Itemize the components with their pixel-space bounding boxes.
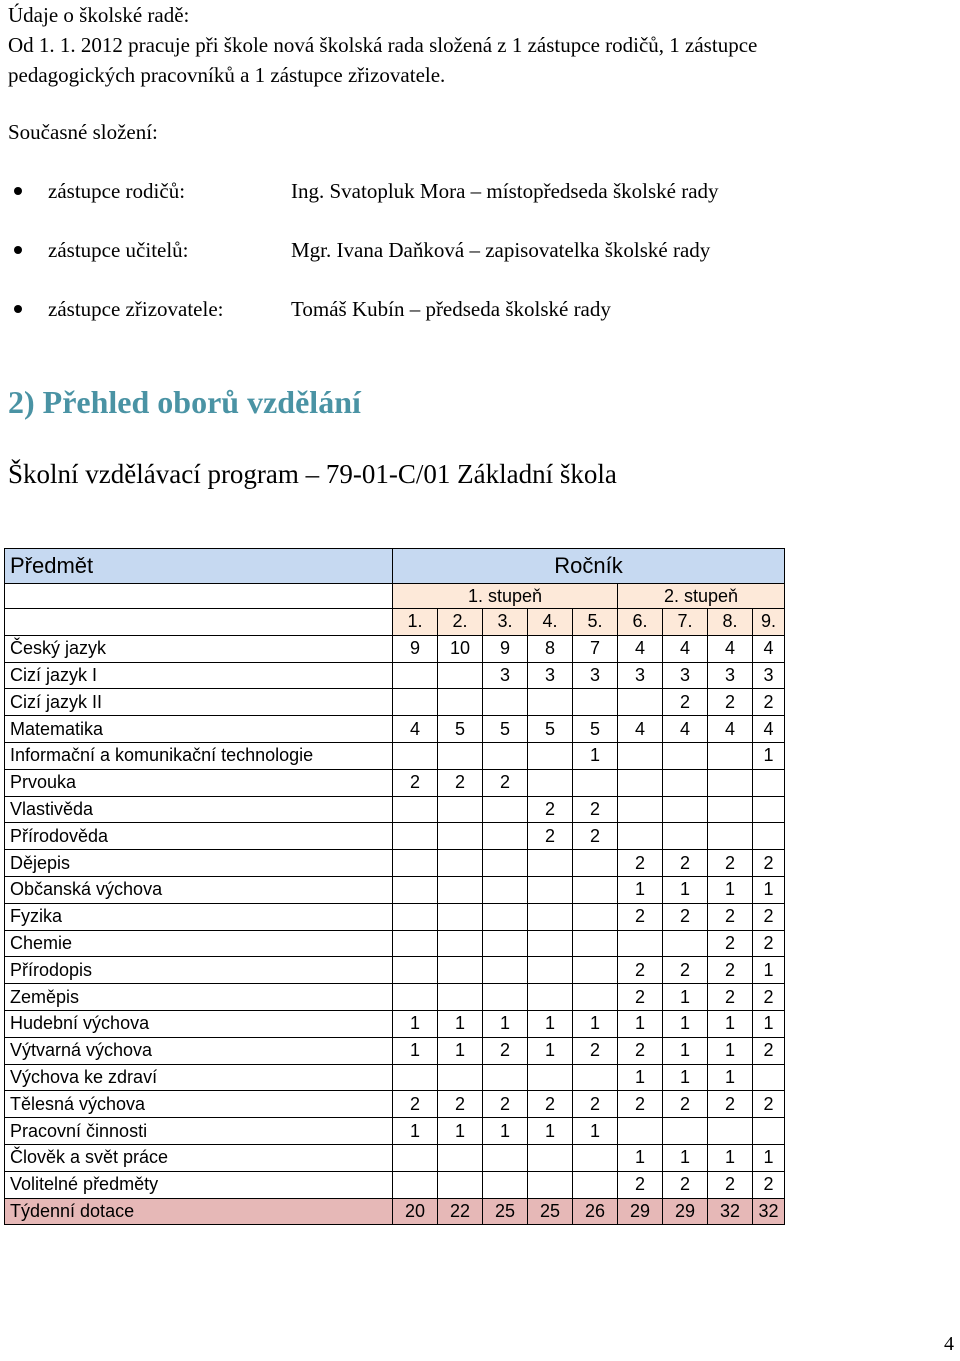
stage-2-header: 2. stupeň xyxy=(618,584,785,609)
hours-cell: 1 xyxy=(618,876,663,903)
hours-cell xyxy=(483,1144,528,1171)
hours-cell xyxy=(438,903,483,930)
hours-cell: 2 xyxy=(708,984,753,1011)
hours-cell: 3 xyxy=(663,662,708,689)
member-item xyxy=(0,176,940,206)
hours-cell: 2 xyxy=(753,930,785,957)
hours-cell: 5 xyxy=(438,716,483,743)
hours-cell xyxy=(663,796,708,823)
hours-cell xyxy=(393,957,438,984)
hours-cell xyxy=(483,876,528,903)
hours-cell xyxy=(438,1144,483,1171)
grade-header: 1. xyxy=(393,609,438,636)
hours-cell xyxy=(618,742,663,769)
hours-cell: 1 xyxy=(393,1010,438,1037)
hours-cell: 4 xyxy=(708,716,753,743)
hours-cell xyxy=(528,1144,573,1171)
hours-cell: 1 xyxy=(438,1037,483,1064)
hours-cell: 1 xyxy=(663,1037,708,1064)
hours-cell: 1 xyxy=(663,1064,708,1091)
hours-cell xyxy=(618,769,663,796)
hours-cell xyxy=(663,823,708,850)
member-item xyxy=(0,294,940,324)
hours-cell xyxy=(573,1144,618,1171)
hours-cell: 1 xyxy=(618,1064,663,1091)
hours-cell xyxy=(393,1064,438,1091)
hours-cell xyxy=(438,1064,483,1091)
hours-cell: 3 xyxy=(528,662,573,689)
hours-cell xyxy=(663,742,708,769)
subject-cell: Zeměpis xyxy=(5,984,393,1011)
hours-cell: 2 xyxy=(573,1091,618,1118)
council-text-line-2: pedagogických pracovníků a 1 zástupce zřizovatele. xyxy=(8,63,446,87)
hours-cell: 2 xyxy=(618,957,663,984)
hours-cell: 2 xyxy=(663,850,708,877)
stage-row xyxy=(5,584,785,609)
hours-cell: 9 xyxy=(393,635,438,662)
hours-cell: 4 xyxy=(663,635,708,662)
hours-cell xyxy=(753,823,785,850)
hours-cell xyxy=(573,876,618,903)
hours-cell: 2 xyxy=(618,1037,663,1064)
table-row xyxy=(5,796,785,823)
hours-cell xyxy=(618,796,663,823)
hours-cell: 3 xyxy=(618,662,663,689)
hours-cell: 2 xyxy=(708,1171,753,1198)
table-row xyxy=(5,1064,785,1091)
hours-cell: 2 xyxy=(753,903,785,930)
hours-cell: 2 xyxy=(753,689,785,716)
hours-cell: 2 xyxy=(753,1171,785,1198)
hours-cell: 2 xyxy=(438,1091,483,1118)
hours-cell: 25 xyxy=(483,1198,528,1225)
subject-cell: Přírodopis xyxy=(5,957,393,984)
stage-1-header: 1. stupeň xyxy=(393,584,618,609)
hours-cell: 2 xyxy=(528,823,573,850)
grade-header: 7. xyxy=(663,609,708,636)
hours-cell xyxy=(573,850,618,877)
grade-row xyxy=(5,609,785,636)
hours-cell xyxy=(573,1064,618,1091)
hours-cell: 2 xyxy=(528,1091,573,1118)
subject-cell: Dějepis xyxy=(5,850,393,877)
member-role: zástupce rodičů: xyxy=(48,179,186,203)
hours-cell xyxy=(438,662,483,689)
hours-cell xyxy=(708,796,753,823)
hours-cell xyxy=(573,769,618,796)
hours-cell xyxy=(528,903,573,930)
hours-cell xyxy=(528,689,573,716)
hours-cell xyxy=(708,742,753,769)
hours-cell: 2 xyxy=(753,1091,785,1118)
hours-cell xyxy=(393,1171,438,1198)
hours-cell xyxy=(573,1171,618,1198)
grade-header: 8. xyxy=(708,609,753,636)
hours-cell xyxy=(663,1118,708,1145)
header-row xyxy=(5,549,785,584)
hours-cell xyxy=(483,984,528,1011)
hours-cell: 2 xyxy=(663,1171,708,1198)
table-row xyxy=(5,716,785,743)
hours-cell: 2 xyxy=(573,823,618,850)
page-number: 4 xyxy=(944,1333,954,1355)
table-row xyxy=(5,957,785,984)
hours-cell xyxy=(528,876,573,903)
table-row xyxy=(5,930,785,957)
table-row xyxy=(5,662,785,689)
hours-cell: 3 xyxy=(483,662,528,689)
hours-cell: 26 xyxy=(573,1198,618,1225)
bullet-icon xyxy=(14,246,22,254)
hours-cell xyxy=(708,1118,753,1145)
hours-cell: 2 xyxy=(663,957,708,984)
hours-cell: 1 xyxy=(708,1144,753,1171)
subject-cell: Cizí jazyk II xyxy=(5,689,393,716)
hours-cell: 2 xyxy=(393,1091,438,1118)
table-row xyxy=(5,850,785,877)
table-row xyxy=(5,1037,785,1064)
hours-cell: 1 xyxy=(483,1118,528,1145)
hours-cell: 1 xyxy=(438,1010,483,1037)
hours-cell: 1 xyxy=(753,957,785,984)
grade-header: 6. xyxy=(618,609,663,636)
hours-cell: 9 xyxy=(483,635,528,662)
hours-cell: 8 xyxy=(528,635,573,662)
hours-cell xyxy=(438,823,483,850)
table-row xyxy=(5,1118,785,1145)
total-row xyxy=(5,1198,785,1225)
hours-cell xyxy=(753,769,785,796)
hours-cell: 2 xyxy=(618,1171,663,1198)
hours-cell xyxy=(483,1171,528,1198)
hours-cell xyxy=(573,984,618,1011)
hours-cell xyxy=(528,984,573,1011)
hours-cell xyxy=(528,930,573,957)
hours-cell xyxy=(528,850,573,877)
grade-header: 3. xyxy=(483,609,528,636)
subject-cell: Tělesná výchova xyxy=(5,1091,393,1118)
hours-cell: 2 xyxy=(708,930,753,957)
hours-cell: 1 xyxy=(573,1118,618,1145)
subject-cell: Občanská výchova xyxy=(5,876,393,903)
hours-cell xyxy=(483,823,528,850)
hours-cell: 22 xyxy=(438,1198,483,1225)
header-subject: Předmět xyxy=(5,549,393,584)
hours-cell xyxy=(393,850,438,877)
grade-header: 2. xyxy=(438,609,483,636)
subject-cell: Vlastivěda xyxy=(5,796,393,823)
hours-cell xyxy=(528,1064,573,1091)
hours-cell: 2 xyxy=(753,984,785,1011)
subject-cell: Výtvarná výchova xyxy=(5,1037,393,1064)
hours-cell: 4 xyxy=(393,716,438,743)
hours-cell xyxy=(483,1064,528,1091)
hours-cell: 29 xyxy=(618,1198,663,1225)
hours-cell xyxy=(753,1064,785,1091)
hours-cell: 1 xyxy=(663,1010,708,1037)
hours-cell: 2 xyxy=(663,903,708,930)
hours-cell: 2 xyxy=(708,850,753,877)
hours-cell xyxy=(483,850,528,877)
hours-cell: 4 xyxy=(663,716,708,743)
table-row xyxy=(5,689,785,716)
subject-cell: Fyzika xyxy=(5,903,393,930)
hours-cell: 4 xyxy=(753,635,785,662)
hours-cell: 4 xyxy=(618,716,663,743)
hours-cell: 32 xyxy=(753,1198,785,1225)
subject-cell: Hudební výchova xyxy=(5,1010,393,1037)
hours-cell xyxy=(393,689,438,716)
hours-cell: 1 xyxy=(528,1010,573,1037)
member-person: Mgr. Ivana Daňková – zapisovatelka školské rady xyxy=(291,238,711,262)
hours-cell: 5 xyxy=(528,716,573,743)
hours-cell xyxy=(438,850,483,877)
hours-cell: 2 xyxy=(528,796,573,823)
subject-cell: Výchova ke zdraví xyxy=(5,1064,393,1091)
hours-cell xyxy=(573,930,618,957)
hours-cell: 1 xyxy=(618,1010,663,1037)
hours-cell: 1 xyxy=(483,1010,528,1037)
hours-cell xyxy=(438,957,483,984)
grade-header: 5. xyxy=(573,609,618,636)
empty-cell xyxy=(5,609,393,636)
hours-cell: 2 xyxy=(708,957,753,984)
subject-cell: Matematika xyxy=(5,716,393,743)
hours-cell xyxy=(393,796,438,823)
hours-cell xyxy=(618,930,663,957)
hours-cell xyxy=(573,689,618,716)
hours-cell: 2 xyxy=(753,850,785,877)
member-role: zástupce zřizovatele: xyxy=(48,297,224,321)
current-composition-label: Současné složení: xyxy=(8,120,158,144)
hours-cell xyxy=(528,742,573,769)
hours-cell: 1 xyxy=(708,876,753,903)
hours-cell xyxy=(393,662,438,689)
table-row xyxy=(5,1091,785,1118)
hours-cell xyxy=(483,930,528,957)
table-row xyxy=(5,635,785,662)
table-row xyxy=(5,903,785,930)
table-row xyxy=(5,742,785,769)
hours-cell: 3 xyxy=(573,662,618,689)
section-title: 2) Přehled oborů vzdělání xyxy=(8,384,361,420)
hours-cell xyxy=(483,742,528,769)
hours-cell xyxy=(753,1118,785,1145)
hours-cell: 1 xyxy=(528,1037,573,1064)
hours-cell: 7 xyxy=(573,635,618,662)
hours-cell xyxy=(393,984,438,1011)
hours-cell xyxy=(663,930,708,957)
hours-cell: 20 xyxy=(393,1198,438,1225)
table-row xyxy=(5,876,785,903)
hours-cell: 1 xyxy=(708,1064,753,1091)
hours-cell: 1 xyxy=(393,1118,438,1145)
hours-cell: 1 xyxy=(753,1144,785,1171)
hours-cell xyxy=(483,903,528,930)
hours-cell xyxy=(438,742,483,769)
hours-cell: 5 xyxy=(573,716,618,743)
hours-cell: 4 xyxy=(753,716,785,743)
hours-cell: 1 xyxy=(663,1144,708,1171)
hours-cell: 2 xyxy=(708,1091,753,1118)
hours-cell xyxy=(528,769,573,796)
hours-cell: 2 xyxy=(663,689,708,716)
table-row xyxy=(5,1171,785,1198)
hours-cell: 2 xyxy=(393,769,438,796)
hours-cell xyxy=(438,689,483,716)
hours-cell xyxy=(393,823,438,850)
hours-cell xyxy=(438,796,483,823)
hours-cell xyxy=(393,903,438,930)
hours-cell xyxy=(438,1171,483,1198)
table-row xyxy=(5,823,785,850)
table-row xyxy=(5,1010,785,1037)
member-role: zástupce učitelů: xyxy=(48,238,189,262)
hours-cell: 29 xyxy=(663,1198,708,1225)
member-person: Ing. Svatopluk Mora – místopředseda školské rady xyxy=(291,179,719,203)
hours-cell xyxy=(618,1118,663,1145)
hours-cell xyxy=(618,689,663,716)
hours-cell: 5 xyxy=(483,716,528,743)
hours-cell: 1 xyxy=(753,742,785,769)
program-title: Školní vzdělávací program – 79-01-C/01 Základní škola xyxy=(8,459,617,489)
hours-cell: 1 xyxy=(438,1118,483,1145)
hours-cell: 2 xyxy=(618,1091,663,1118)
hours-cell: 2 xyxy=(483,769,528,796)
hours-cell: 2 xyxy=(438,769,483,796)
hours-cell xyxy=(393,1144,438,1171)
hours-cell xyxy=(393,876,438,903)
hours-cell: 2 xyxy=(618,984,663,1011)
council-heading: Údaje o školské radě: xyxy=(8,3,190,27)
council-text-line-1: Od 1. 1. 2012 pracuje při škole nová školská rada složená z 1 zástupce rodičů, 1 zástupce xyxy=(8,33,758,57)
hours-cell: 1 xyxy=(753,1010,785,1037)
subject-cell: Cizí jazyk I xyxy=(5,662,393,689)
hours-cell: 1 xyxy=(618,1144,663,1171)
hours-cell: 3 xyxy=(753,662,785,689)
hours-cell: 1 xyxy=(708,1037,753,1064)
hours-cell: 4 xyxy=(618,635,663,662)
hours-cell xyxy=(573,903,618,930)
hours-cell xyxy=(528,1171,573,1198)
hours-cell: 1 xyxy=(573,742,618,769)
hours-cell: 2 xyxy=(618,850,663,877)
hours-cell: 4 xyxy=(708,635,753,662)
hours-cell xyxy=(438,984,483,1011)
hours-cell: 2 xyxy=(663,1091,708,1118)
subject-cell: Týdenní dotace xyxy=(5,1198,393,1225)
grade-header: 4. xyxy=(528,609,573,636)
table-row xyxy=(5,984,785,1011)
hours-cell xyxy=(483,689,528,716)
hours-cell xyxy=(393,930,438,957)
hours-cell xyxy=(438,930,483,957)
hours-cell: 2 xyxy=(573,1037,618,1064)
curriculum-table xyxy=(4,548,785,1225)
hours-cell: 2 xyxy=(708,689,753,716)
hours-cell xyxy=(753,796,785,823)
subject-cell: Člověk a svět práce xyxy=(5,1144,393,1171)
bullet-icon xyxy=(14,187,22,195)
hours-cell: 2 xyxy=(618,903,663,930)
hours-cell xyxy=(708,823,753,850)
hours-cell: 1 xyxy=(708,1010,753,1037)
hours-cell xyxy=(483,957,528,984)
subject-cell: Český jazyk xyxy=(5,635,393,662)
hours-cell: 1 xyxy=(663,984,708,1011)
subject-cell: Přírodověda xyxy=(5,823,393,850)
hours-cell: 2 xyxy=(483,1037,528,1064)
bullet-icon xyxy=(14,305,22,313)
hours-cell: 2 xyxy=(708,903,753,930)
hours-cell xyxy=(438,876,483,903)
member-item xyxy=(0,235,940,265)
hours-cell: 1 xyxy=(663,876,708,903)
hours-cell: 10 xyxy=(438,635,483,662)
member-person: Tomáš Kubín – předseda školské rady xyxy=(291,297,611,321)
subject-cell: Chemie xyxy=(5,930,393,957)
subject-cell: Pracovní činnosti xyxy=(5,1118,393,1145)
empty-cell xyxy=(5,584,393,609)
grade-header: 9. xyxy=(753,609,785,636)
subject-cell: Informační a komunikační technologie xyxy=(5,742,393,769)
table-row xyxy=(5,769,785,796)
hours-cell xyxy=(573,957,618,984)
hours-cell xyxy=(663,769,708,796)
header-grade: Ročník xyxy=(393,549,785,584)
hours-cell: 2 xyxy=(753,1037,785,1064)
hours-cell: 1 xyxy=(573,1010,618,1037)
hours-cell: 25 xyxy=(528,1198,573,1225)
hours-cell xyxy=(483,796,528,823)
hours-cell xyxy=(528,957,573,984)
subject-cell: Volitelné předměty xyxy=(5,1171,393,1198)
hours-cell: 1 xyxy=(753,876,785,903)
table-row xyxy=(5,1144,785,1171)
hours-cell: 2 xyxy=(483,1091,528,1118)
hours-cell xyxy=(708,769,753,796)
hours-cell xyxy=(393,742,438,769)
hours-cell xyxy=(618,823,663,850)
hours-cell: 3 xyxy=(708,662,753,689)
hours-cell: 1 xyxy=(528,1118,573,1145)
subject-cell: Prvouka xyxy=(5,769,393,796)
hours-cell: 2 xyxy=(573,796,618,823)
hours-cell: 32 xyxy=(708,1198,753,1225)
hours-cell: 1 xyxy=(393,1037,438,1064)
